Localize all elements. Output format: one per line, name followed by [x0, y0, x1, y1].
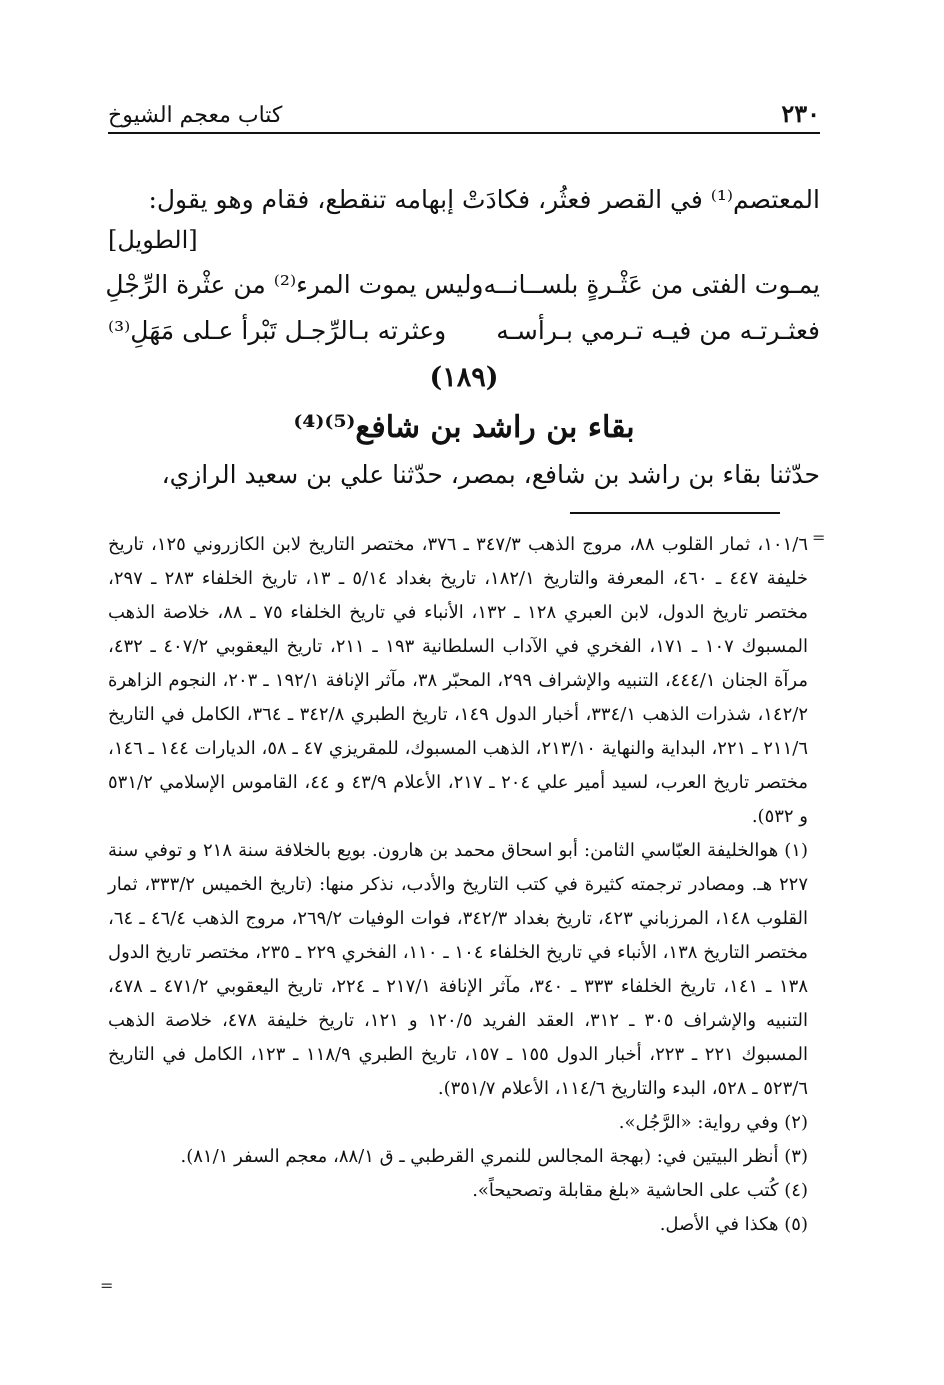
footnote-5: (٥) هكذا في الأصل.	[659, 1214, 808, 1235]
verse-line	[108, 316, 820, 362]
margin-mark: =	[100, 1276, 114, 1295]
footnote-4: (٤) كُتب على الحاشية «بلغ مقابلة وتصحيحاً».	[472, 1180, 808, 1201]
hadith-chain-line: حدّثنا بقاء بن راشد بن شافع، بمصر، حدّثنا علي بن سعيد الرازي،	[161, 460, 820, 489]
verse-first-hemistich: فعثـرتـه من فيـه تـرمي بـرأسـه	[496, 316, 820, 345]
continuation-mark: =	[812, 528, 826, 547]
footnote-separator	[570, 512, 780, 514]
verse-second-hemistich: وليس يموت المرء⁽²⁾ من عثْرة الرِّجْلِ	[105, 270, 484, 299]
entry-number: (١٨٩)	[429, 362, 499, 393]
page-number: ٢٣٠	[781, 99, 820, 128]
poetic-meter-label: [الطويل]	[108, 226, 198, 254]
verse-first-hemistich: يمـوت الفتى من عَثْـرةٍ بلســانــه	[483, 270, 820, 299]
footnotes	[108, 528, 808, 1242]
footnote-1: (١) هوالخليفة العبّاسي الثامن: أبو اسحاق محمد بن هارون. بويع بالخلافة سنة ٢١٨ و توفي سنة ٢٢٧ هـ. ومصادر ترجمته كثيرة في كتب التاريخ والأدب، نذكر منها: (تاريخ الخميس ٣٣٣/٢، ثمار القلوب ١٤٨، المرزباني ٤٢٣، تاريخ بغداد ٣٤٢/٣، فوات الوفيات ٢٦٩/٢، مروج الذهب ٤٦/٤ ـ ٦٤، مختصر التاريخ ١٣٨، الأنباء في تاريخ الخلفاء ١٠٤ ـ ١١٠، الفخري ٢٢٩ ـ ٢٣٥، مختصر تاريخ الدول ١٣٨ ـ ١٤١، تاريخ الخلفاء ٣٣٣ ـ ٣٤٠، مآثر الإنافة ٢١٧/١ ـ ٢٢٤، تاريخ اليعقوبي ٤٧١/٢ ـ ٤٧٨، التنبيه والإشراف ٣٠٥ ـ ٣١٢، العقد الفريد ١٢٠/٥ و ١٢١، تاريخ خليفة ٤٧٨، خلاصة الذهب المسبوك ٢٢١ ـ ٢٢٣، أخبار الدول ١٥٥ ـ ١٥٧، تاريخ الطبري ١١٨/٩ ـ ١٢٣، الكامل في التاريخ ٥٢٣/٦ ـ ٥٢٨، البدء والتاريخ ١١٤/٦، الأعلام ٣٥١/٧).	[108, 840, 809, 1099]
entry-heading: بقاء بن راشد بن شافع⁽⁵⁾⁽⁴⁾	[293, 410, 635, 445]
footnote-2: (٢) وفي رواية: «الرَّجُل».	[618, 1112, 808, 1133]
page-header	[108, 92, 820, 134]
running-title: كتاب معجم الشيوخ	[108, 103, 283, 128]
verse-second-hemistich: وعثرته بـالرِّجـل تَبْرأ عـلى مَهَلِ⁽³⁾	[108, 316, 447, 345]
footnote-3: (٣) أنظر البيتين في: (بهجة المجالس للنمري القرطبي ـ ق ٨٨/١، معجم السفر ٨١/١).	[180, 1146, 808, 1167]
verse-line	[105, 270, 820, 316]
footnote-continuation: ١٠١/٦، ثمار القلوب ٨٨، مروج الذهب ٣٤٧/٣ ـ ٣٧٦، مختصر التاريخ لابن الكازروني ١٢٥، تاريخ خليفة ٤٤٧ ـ ٤٦٠، المعرفة والتاريخ ١٨٢/١، تاريخ بغداد ٥/١٤ ـ ١٣، تاريخ الخلفاء ٢٨٣ ـ ٢٩٧، مختصر تاريخ الدول، لابن العبري ١٢٨ ـ ١٣٢، الأنباء في تاريخ الخلفاء ٧٥ ـ ٨٨، خلاصة الذهب المسبوك ١٠٧ ـ ١٧١، الفخري في الآداب السلطانية ١٩٣ ـ ٢١١، تاريخ اليعقوبي ٤٠٧/٢ ـ ٤٣٢، مرآة الجنان ٤٤٤/١، التنبيه والإشراف ٢٩٩، المحبّر ٣٨، مآثر الإنافة ١٩٢/١ ـ ٢٠٣، النجوم الزاهرة ١٤٢/٢، شذرات الذهب ٣٣٤/١، أخبار الدول ١٤٩، تاريخ الطبري ٣٤٢/٨ ـ ٣٦٤، الكامل في التاريخ ٢١١/٦ ـ ٢٢١، البداية والنهاية ٢١٣/١٠، الذهب المسبوك، للمقريزي ٤٧ ـ ٥٨، الديارات ١٤٤ ـ ١٤٦، مختصر تاريخ العرب، لسيد أمير علي ٢٠٤ ـ ٢١٧، الأعلام ٤٣/٩ و ٤٤، القاموس الإسلامي ٥٣١/٢ و ٥٣٢).	[108, 534, 809, 827]
main-paragraph: المعتصم⁽¹⁾ في القصر فعثُر، فكادَتْ إبهامه تنقطع، فقام وهو يقول:	[148, 185, 820, 214]
